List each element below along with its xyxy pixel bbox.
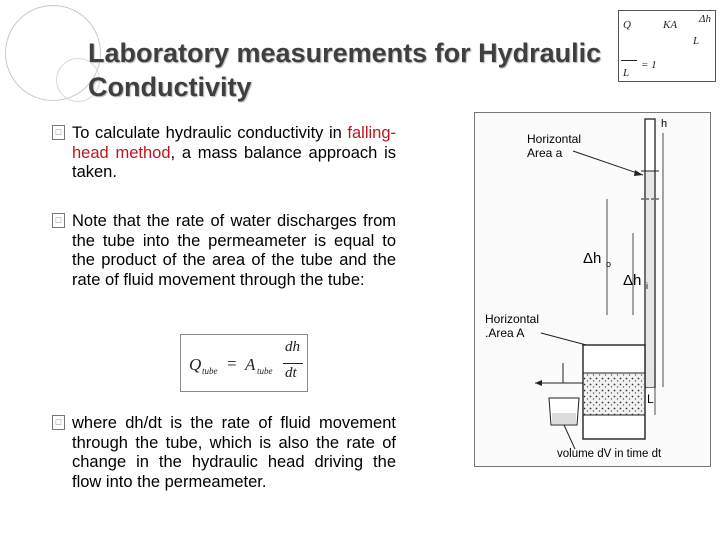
bullet-marker-icon: □ [52, 125, 65, 140]
slide-title: Laboratory measurements for Hydraulic Conductivity [88, 38, 602, 102]
svg-text:o: o [606, 259, 612, 269]
formula-ka: KA [663, 19, 678, 31]
eq-q: Q [189, 355, 202, 374]
eq-a-sub: tube [257, 366, 273, 376]
eq-equals: = [227, 354, 237, 373]
standpipe-water [646, 171, 654, 387]
formula-eq: = 1 [641, 59, 657, 71]
formula-l2: L [623, 67, 630, 79]
eq-a: A [245, 355, 256, 374]
label-h: h [661, 118, 668, 130]
highlight-falling-head: falling-head method [72, 124, 396, 162]
formula-fraction-bar [621, 60, 637, 61]
label-dh1: Δh [623, 272, 642, 289]
label-area-A-1: Horizontal [485, 312, 540, 326]
eq-numerator: dh [285, 339, 300, 355]
sample-soil [584, 373, 644, 415]
formula-l: L [693, 35, 700, 47]
formula-image-top-right [618, 10, 716, 82]
formula-dh: Δh [699, 13, 711, 25]
falling-head-permeameter-diagram [474, 112, 711, 467]
label-L: L [647, 392, 654, 406]
bullet-text-2: Note that the rate of water discharges from the tube into the permeameter is equal to the product of the area of the tube and the rate of fluid movement through the tube: [72, 212, 396, 289]
area-a-leader [573, 151, 643, 175]
bullet-marker-icon: □ [52, 415, 65, 430]
formula-q: Q [623, 19, 631, 31]
bullet-marker-icon: □ [52, 213, 65, 228]
svg-text:i: i [646, 281, 648, 291]
label-area-a-1: Horizontal [527, 132, 582, 146]
label-dh0: Δh [583, 250, 602, 267]
eq-fraction-bar [283, 363, 303, 364]
label-area-a-2: Area a [527, 146, 563, 160]
permeameter-svg [475, 113, 712, 468]
label-volume: volume dV in time dt [557, 448, 662, 460]
bullet-text-3: where dh/dt is the rate of fluid movement through the tube, which is also the rate of change in the hydraulic head driving the flow into the permeameter. [72, 414, 396, 491]
eq-denominator: dt [285, 365, 297, 381]
label-area-A-2: .Area A [485, 326, 525, 340]
equation-q-tube [180, 334, 308, 392]
eq-q-sub: tube [202, 366, 218, 376]
bullet-text-1: To calculate hydraulic conductivity in falling-head method, a mass balance approach is taken. [72, 124, 396, 181]
